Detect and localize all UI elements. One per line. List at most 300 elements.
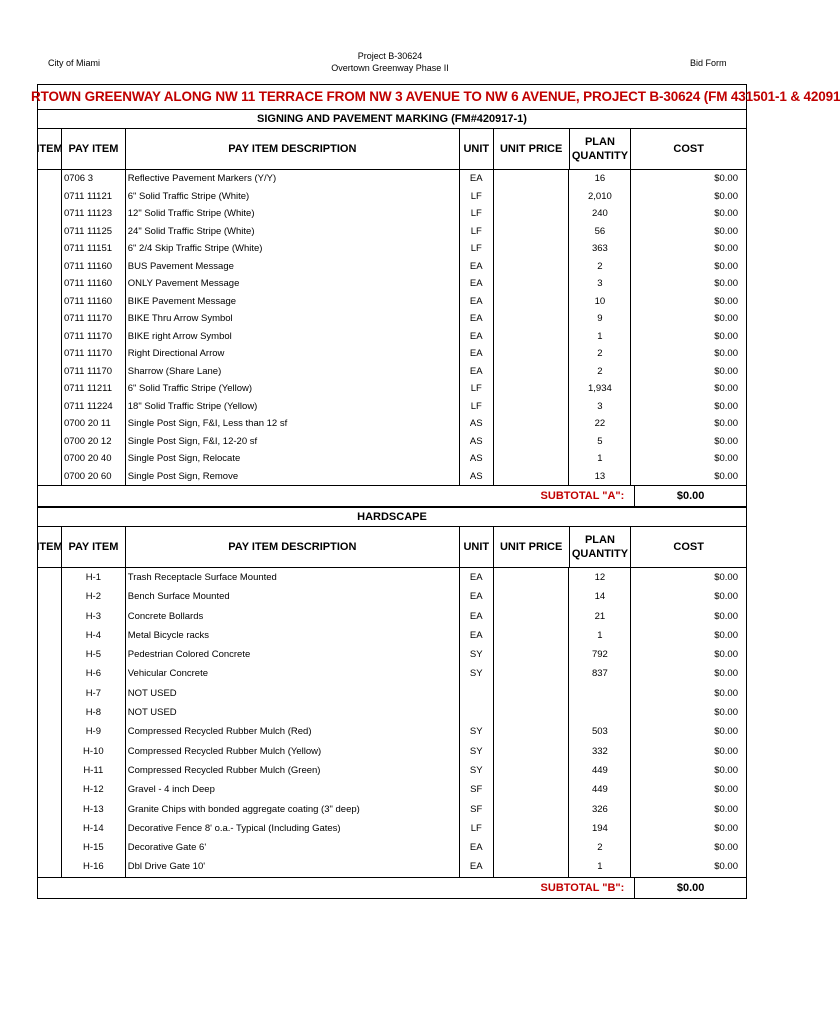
section-a-title: SIGNING AND PAVEMENT MARKING (FM#420917-1) (37, 109, 747, 128)
item-cell (38, 205, 62, 223)
description-cell: Right Directional Arrow (126, 345, 460, 363)
unit-price-cell (494, 838, 570, 857)
item-cell (38, 188, 62, 206)
bid-form-sheet (31, 84, 840, 899)
plan-quantity-cell: 1 (569, 626, 631, 645)
pay-item-cell: H-5 (62, 645, 126, 664)
item-cell (38, 258, 62, 276)
table-row (38, 240, 746, 258)
unit-price-cell (494, 170, 570, 188)
cost-cell: $0.00 (714, 764, 738, 776)
table-row (38, 275, 746, 293)
pay-item-cell: H-1 (62, 568, 126, 587)
cost-cell: $0.00 (714, 225, 738, 237)
cost-cell: $0.00 (714, 629, 738, 641)
plan-quantity-cell: 16 (569, 170, 631, 188)
item-cell (38, 645, 62, 664)
section-a-subtotal (37, 485, 747, 507)
pay-item-cell: 0711 11211 (62, 380, 126, 398)
description-cell: Pedestrian Colored Concrete (126, 645, 460, 664)
pay-item-cell: H-14 (62, 819, 126, 838)
description-cell: NOT USED (126, 684, 460, 703)
pay-item-cell: 0711 11125 (62, 223, 126, 241)
table-row (38, 188, 746, 206)
table-row (38, 684, 746, 703)
unit-cell: SY (460, 742, 494, 761)
unit-cell: EA (460, 275, 494, 293)
table-row (38, 703, 746, 722)
unit-cell: EA (460, 363, 494, 381)
table-row (38, 645, 746, 664)
description-cell: Granite Chips with bonded aggregate coating (3" deep) (126, 800, 460, 819)
pay-item-cell: H-11 (62, 761, 126, 780)
unit-price-cell (494, 345, 570, 363)
col-item: ITEM (38, 129, 62, 169)
unit-cell: SF (460, 800, 494, 819)
description-cell: Single Post Sign, Remove (126, 468, 460, 486)
cost-cell: $0.00 (714, 208, 738, 219)
description-cell: BIKE right Arrow Symbol (126, 328, 460, 346)
pay-item-cell: 0700 20 60 (62, 468, 126, 486)
pay-item-cell: 0711 11170 (62, 328, 126, 346)
unit-cell: AS (460, 415, 494, 433)
table-row (38, 450, 746, 468)
cost-cell: $0.00 (714, 745, 738, 757)
unit-cell: EA (460, 293, 494, 311)
plan-quantity-cell: 194 (569, 819, 631, 838)
cost-cell: $0.00 (714, 822, 738, 834)
unit-price-cell (494, 800, 570, 819)
cost-cell: $0.00 (714, 591, 738, 603)
table-row (38, 780, 746, 799)
item-cell (38, 626, 62, 645)
unit-cell: LF (460, 240, 494, 258)
unit-cell: AS (460, 468, 494, 486)
cost-cell: $0.00 (714, 173, 738, 184)
unit-cell: EA (460, 626, 494, 645)
col-plan-quantity: PLAN QUANTITY (570, 527, 632, 567)
item-cell (38, 433, 62, 451)
unit-price-cell (494, 205, 570, 223)
item-cell (38, 780, 62, 799)
unit-cell: SF (460, 780, 494, 799)
table-row (38, 568, 746, 587)
col-unit: UNIT (460, 527, 494, 567)
pay-item-cell: 0711 11123 (62, 205, 126, 223)
item-cell (38, 664, 62, 683)
item-cell (38, 415, 62, 433)
table-row (38, 328, 746, 346)
unit-price-cell (494, 415, 570, 433)
pay-item-cell: H-6 (62, 664, 126, 683)
cost-cell: $0.00 (714, 295, 738, 307)
cost-cell: $0.00 (714, 278, 738, 289)
unit-price-cell (494, 568, 570, 587)
plan-quantity-cell: 1 (569, 328, 631, 346)
section-b-column-header (37, 526, 747, 568)
unit-price-cell (494, 450, 570, 468)
header-city: City of Miami (48, 58, 101, 68)
pay-item-cell: H-4 (62, 626, 126, 645)
cost-cell: $0.00 (714, 400, 738, 412)
col-item: ITEM (38, 527, 62, 567)
table-row (38, 433, 746, 451)
plan-quantity-cell: 14 (569, 587, 631, 606)
plan-quantity-cell: 449 (569, 780, 631, 799)
cost-cell: $0.00 (714, 348, 738, 359)
pay-item-cell: 0711 11224 (62, 398, 126, 416)
unit-cell: LF (460, 223, 494, 241)
unit-price-cell (494, 857, 570, 876)
description-cell: Bench Surface Mounted (126, 587, 460, 606)
plan-quantity-cell: 240 (569, 205, 631, 223)
item-cell (38, 722, 62, 741)
plan-quantity-cell: 2 (569, 838, 631, 857)
subtotal-b-value: $0.00 (676, 881, 705, 894)
table-row (38, 587, 746, 606)
unit-cell: LF (460, 819, 494, 838)
unit-price-cell (494, 275, 570, 293)
subtotal-a-value: $0.00 (676, 490, 705, 502)
cost-cell: $0.00 (714, 784, 738, 796)
item-cell (38, 761, 62, 780)
unit-cell: EA (460, 345, 494, 363)
pay-item-cell: 0711 11151 (62, 240, 126, 258)
table-row (38, 170, 746, 188)
col-description: PAY ITEM DESCRIPTION (126, 129, 460, 169)
unit-cell: EA (460, 170, 494, 188)
table-row (38, 607, 746, 626)
cost-cell: $0.00 (714, 610, 738, 622)
description-cell: Trash Receptacle Surface Mounted (126, 568, 460, 587)
plan-quantity-cell: 3 (569, 398, 631, 416)
unit-price-cell (494, 293, 570, 311)
item-cell (38, 293, 62, 311)
plan-quantity-cell: 792 (569, 645, 631, 664)
section-b-title: HARDSCAPE (37, 507, 747, 526)
unit-cell: SY (460, 645, 494, 664)
cost-cell: $0.00 (714, 418, 738, 429)
unit-price-cell (494, 363, 570, 381)
cost-cell: $0.00 (714, 861, 738, 873)
unit-price-cell (494, 761, 570, 780)
table-row (38, 838, 746, 857)
item-cell (38, 607, 62, 626)
plan-quantity-cell (569, 684, 631, 703)
plan-quantity-cell: 2 (569, 345, 631, 363)
plan-quantity-cell: 5 (569, 433, 631, 451)
item-cell (38, 223, 62, 241)
cost-cell: $0.00 (714, 803, 738, 815)
plan-quantity-cell: 449 (569, 761, 631, 780)
item-cell (38, 838, 62, 857)
item-cell (38, 310, 62, 328)
table-row (38, 415, 746, 433)
plan-quantity-cell: 22 (569, 415, 631, 433)
description-cell: Single Post Sign, F&I, 12-20 sf (126, 433, 460, 451)
unit-price-cell (494, 240, 570, 258)
plan-quantity-cell: 837 (569, 664, 631, 683)
unit-cell: LF (460, 188, 494, 206)
section-b-rows (37, 568, 747, 877)
description-cell: Reflective Pavement Markers (Y/Y) (126, 170, 460, 188)
description-cell: 6" Solid Traffic Stripe (White) (126, 188, 460, 206)
pay-item-cell: 0700 20 40 (62, 450, 126, 468)
description-cell: Decorative Gate 6' (126, 838, 460, 857)
table-row (38, 380, 746, 398)
description-cell: 6" 2/4 Skip Traffic Stripe (White) (126, 240, 460, 258)
unit-price-cell (494, 398, 570, 416)
col-plan-quantity: PLAN QUANTITY (570, 129, 632, 169)
pay-item-cell: 0711 11121 (62, 188, 126, 206)
header-project (300, 50, 480, 74)
item-cell (38, 857, 62, 876)
unit-cell: AS (460, 450, 494, 468)
description-cell: 6" Solid Traffic Stripe (Yellow) (126, 380, 460, 398)
cost-cell: $0.00 (714, 707, 738, 719)
unit-cell: EA (460, 607, 494, 626)
unit-price-cell (494, 188, 570, 206)
plan-quantity-cell: 2 (569, 363, 631, 381)
plan-quantity-cell: 56 (569, 223, 631, 241)
pay-item-cell: 0711 11170 (62, 310, 126, 328)
cost-cell: $0.00 (714, 260, 738, 272)
unit-price-cell (494, 819, 570, 838)
unit-price-cell (494, 664, 570, 683)
unit-price-cell (494, 645, 570, 664)
description-cell: Compressed Recycled Rubber Mulch (Green) (126, 761, 460, 780)
description-cell: 24" Solid Traffic Stripe (White) (126, 223, 460, 241)
item-cell (38, 328, 62, 346)
description-cell: Compressed Recycled Rubber Mulch (Yellow) (126, 742, 460, 761)
pay-item-cell: H-10 (62, 742, 126, 761)
table-row (38, 722, 746, 741)
plan-quantity-cell: 12 (569, 568, 631, 587)
section-b-subtotal (37, 877, 747, 899)
cost-cell: $0.00 (714, 313, 738, 324)
cost-cell: $0.00 (714, 842, 738, 854)
description-cell: Vehicular Concrete (126, 664, 460, 683)
col-unit-price: UNIT PRICE (494, 129, 570, 169)
table-row (38, 742, 746, 761)
description-cell: BUS Pavement Message (126, 258, 460, 276)
subtotal-a-label: SUBTOTAL "A": (38, 486, 635, 506)
item-cell (38, 398, 62, 416)
project-title (31, 84, 840, 109)
plan-quantity-cell: 332 (569, 742, 631, 761)
item-cell (38, 703, 62, 722)
project-title-text: RTOWN GREENWAY ALONG NW 11 TERRACE FROM NW 3 AVENUE TO NW 6 AVENUE, PROJECT B-30624 (FM 431501-1 & 42091 (31, 89, 840, 104)
unit-price-cell (494, 223, 570, 241)
unit-cell: EA (460, 587, 494, 606)
cost-cell: $0.00 (714, 470, 738, 482)
header-project-name: Overtown Greenway Phase II (331, 63, 449, 73)
item-cell (38, 800, 62, 819)
description-cell: 18" Solid Traffic Stripe (Yellow) (126, 398, 460, 416)
section-a-rows (37, 170, 747, 485)
unit-price-cell (494, 684, 570, 703)
plan-quantity-cell: 1 (569, 450, 631, 468)
subtotal-b-label: SUBTOTAL "B": (38, 878, 635, 898)
section-a-column-header (37, 128, 747, 170)
table-row (38, 819, 746, 838)
unit-cell: LF (460, 205, 494, 223)
unit-cell (460, 703, 494, 722)
unit-price-cell (494, 722, 570, 741)
cost-cell: $0.00 (714, 383, 738, 394)
description-cell: BIKE Pavement Message (126, 293, 460, 311)
plan-quantity-cell: 1,934 (569, 380, 631, 398)
plan-quantity-cell: 2 (569, 258, 631, 276)
plan-quantity-cell: 13 (569, 468, 631, 486)
cost-cell: $0.00 (714, 572, 738, 583)
unit-price-cell (494, 380, 570, 398)
col-pay-item: PAY ITEM (62, 129, 126, 169)
unit-price-cell (494, 742, 570, 761)
item-cell (38, 363, 62, 381)
pay-item-cell: H-13 (62, 800, 126, 819)
cost-cell: $0.00 (714, 726, 738, 738)
cost-cell: $0.00 (714, 453, 738, 464)
plan-quantity-cell: 363 (569, 240, 631, 258)
item-cell (38, 240, 62, 258)
cost-cell: $0.00 (714, 668, 738, 680)
plan-quantity-cell: 21 (569, 607, 631, 626)
item-cell (38, 468, 62, 486)
description-cell: Single Post Sign, Relocate (126, 450, 460, 468)
pay-item-cell: 0711 11170 (62, 345, 126, 363)
description-cell: Concrete Bollards (126, 607, 460, 626)
pay-item-cell: 0700 20 12 (62, 433, 126, 451)
pay-item-cell: H-9 (62, 722, 126, 741)
pay-item-cell: 0711 11160 (62, 275, 126, 293)
col-unit-price: UNIT PRICE (494, 527, 570, 567)
unit-cell: SY (460, 664, 494, 683)
description-cell: 12" Solid Traffic Stripe (White) (126, 205, 460, 223)
unit-cell: SY (460, 722, 494, 741)
col-unit: UNIT (460, 129, 494, 169)
col-pay-item: PAY ITEM (62, 527, 126, 567)
unit-price-cell (494, 310, 570, 328)
unit-price-cell (494, 587, 570, 606)
header-form-type: Bid Form (690, 58, 727, 68)
unit-cell: EA (460, 568, 494, 587)
description-cell: Dbl Drive Gate 10' (126, 857, 460, 876)
cost-cell: $0.00 (714, 435, 738, 447)
pay-item-cell: H-2 (62, 587, 126, 606)
unit-cell: SY (460, 761, 494, 780)
description-cell: Metal Bicycle racks (126, 626, 460, 645)
unit-cell: EA (460, 258, 494, 276)
pay-item-cell: 0711 11160 (62, 258, 126, 276)
pay-item-cell: H-3 (62, 607, 126, 626)
item-cell (38, 587, 62, 606)
unit-price-cell (494, 328, 570, 346)
pay-item-cell: 0700 20 11 (62, 415, 126, 433)
cost-cell: $0.00 (714, 365, 738, 377)
table-row (38, 258, 746, 276)
col-description: PAY ITEM DESCRIPTION (126, 527, 460, 567)
pay-item-cell: H-16 (62, 857, 126, 876)
item-cell (38, 345, 62, 363)
description-cell: NOT USED (126, 703, 460, 722)
unit-cell: EA (460, 328, 494, 346)
plan-quantity-cell: 326 (569, 800, 631, 819)
unit-cell: EA (460, 310, 494, 328)
plan-quantity-cell: 9 (569, 310, 631, 328)
cost-cell: $0.00 (714, 330, 738, 342)
unit-cell: EA (460, 857, 494, 876)
unit-price-cell (494, 607, 570, 626)
plan-quantity-cell (569, 703, 631, 722)
unit-price-cell (494, 780, 570, 799)
unit-cell: EA (460, 838, 494, 857)
description-cell: Single Post Sign, F&I, Less than 12 sf (126, 415, 460, 433)
unit-price-cell (494, 626, 570, 645)
item-cell (38, 568, 62, 587)
table-row (38, 626, 746, 645)
plan-quantity-cell: 503 (569, 722, 631, 741)
item-cell (38, 380, 62, 398)
plan-quantity-cell: 2,010 (569, 188, 631, 206)
table-row (38, 205, 746, 223)
description-cell: ONLY Pavement Message (126, 275, 460, 293)
unit-cell: LF (460, 398, 494, 416)
col-cost: COST (673, 541, 704, 553)
unit-cell (460, 684, 494, 703)
description-cell: BIKE Thru Arrow Symbol (126, 310, 460, 328)
table-row (38, 468, 746, 486)
description-cell: Sharrow (Share Lane) (126, 363, 460, 381)
cost-cell: $0.00 (714, 687, 738, 699)
item-cell (38, 170, 62, 188)
unit-price-cell (494, 468, 570, 486)
cost-cell: $0.00 (714, 649, 738, 661)
table-row (38, 800, 746, 819)
description-cell: Compressed Recycled Rubber Mulch (Red) (126, 722, 460, 741)
description-cell: Decorative Fence 8' o.a.- Typical (Including Gates) (126, 819, 460, 838)
item-cell (38, 742, 62, 761)
table-row (38, 761, 746, 780)
pay-item-cell: 0711 11170 (62, 363, 126, 381)
unit-price-cell (494, 258, 570, 276)
pay-item-cell: H-8 (62, 703, 126, 722)
pay-item-cell: H-12 (62, 780, 126, 799)
pay-item-cell: 0706 3 (62, 170, 126, 188)
unit-cell: AS (460, 433, 494, 451)
table-row (38, 857, 746, 876)
item-cell (38, 684, 62, 703)
table-row (38, 223, 746, 241)
unit-price-cell (494, 703, 570, 722)
cost-cell: $0.00 (714, 243, 738, 254)
table-row (38, 310, 746, 328)
plan-quantity-cell: 1 (569, 857, 631, 876)
plan-quantity-cell: 3 (569, 275, 631, 293)
table-row (38, 363, 746, 381)
pay-item-cell: 0711 11160 (62, 293, 126, 311)
header-project-number: Project B-30624 (357, 51, 423, 61)
cost-cell: $0.00 (714, 190, 738, 202)
item-cell (38, 819, 62, 838)
item-cell (38, 275, 62, 293)
table-row (38, 293, 746, 311)
description-cell: Gravel - 4 inch Deep (126, 780, 460, 799)
pay-item-cell: H-15 (62, 838, 126, 857)
col-cost: COST (673, 143, 704, 155)
table-row (38, 398, 746, 416)
unit-cell: LF (460, 380, 494, 398)
